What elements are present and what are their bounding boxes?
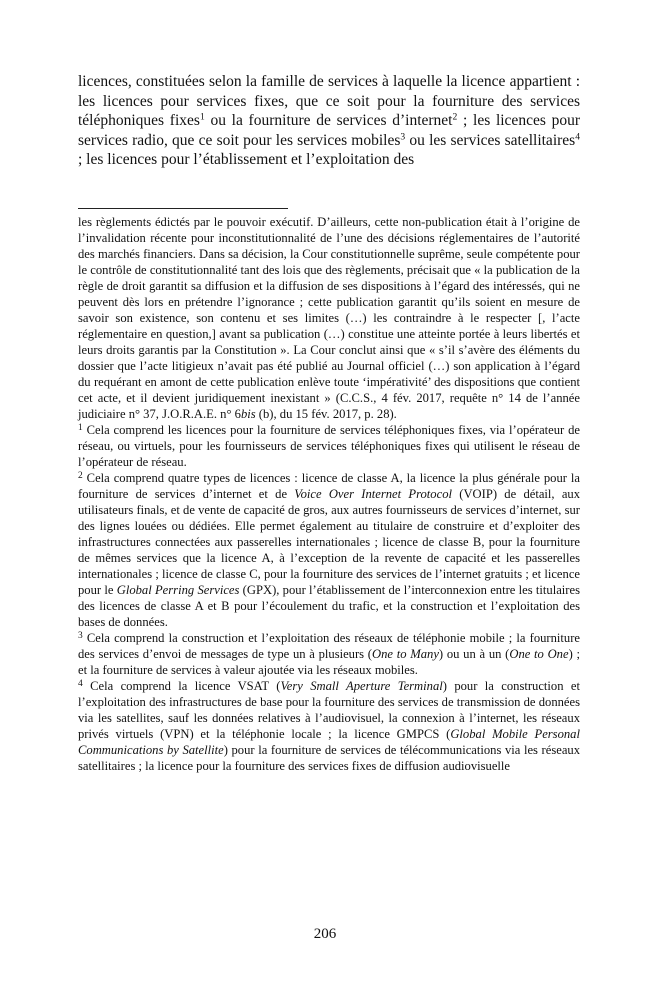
footnote-separator — [78, 208, 288, 209]
footnote-italic: Global Mobile Personal Communications by Satellite — [78, 727, 580, 757]
footnote-text: Cela comprend la licence VSAT ( — [82, 679, 281, 693]
footnote-number: 2 — [78, 471, 83, 482]
footnote-text: ) pour la fourniture de services de télécommunications via les réseaux satellitaires ; la licence pour la fourniture des services fixes de diffusion audiovisuelle — [78, 743, 581, 773]
footnote-1 — [78, 422, 580, 470]
footnote-text: ) ; et la fourniture de services à valeur ajoutée via les réseaux mobiles. — [78, 647, 581, 677]
footnote-ref: 4 — [575, 131, 580, 143]
footnote-italic: Very Small Aperture Terminal — [280, 679, 443, 693]
footnote-text: les règlements édictés par le pouvoir exécutif. D’ailleurs, cette non-publication était à l’origine de l’invalidation récente pour inconstitutionnalité de l’une des décisions réglementaires de l’autorité des marchés financiers. Dans sa décision, la Cour constitutionnelle suprême, seule compétente pour le contrôle de constitutionnalité tant des lois que des règlements, précisait que « la publication de la règle de droit garantit sa diffusion et la diffusion de ses dispositions à l’égard des intéressés, qui ne peuvent dès lors en prétendre l’ignorance ; cette publication garantit qu’ils soient en mesure de savoir son existence, son contenu et ses limites (…) les contraindre à le respecter [, l’acte réglementaire en question,] avant sa publication (…) constitue une atteinte portée à leurs libertés et leurs droits garantis par la Constitution ». La Cour conclut ainsi que « s’il s’avère des éléments du dossier que l’acte litigieux n’avait pas été publié au Journal officiel (…) son application à l’égard du requérant en amont de cette publication enlève toute ‘impérativité’ des dispositions que contient cet acte, et il devient juridiquement inexistant » (C.C.S., 4 fév. 2017, requête n° 14 de l’année judiciaire n° 37, J.O.R.A.E. n° 6 — [78, 215, 580, 421]
footnote-italic: bis — [240, 407, 256, 421]
footnote-text: ) pour la construction et l’exploitation des infrastructures de base pour la fourniture des services de transmission de données via les satellites, sauf les données relatives à l’audiovisuel, la connexion à l’internet, les réseaux privés virtuels (VPN) et la téléphonie locale ; la licence GMPCS ( — [78, 679, 580, 741]
footnote-ref: 3 — [400, 131, 406, 143]
footnote-text: (VOIP) de détail, aux utilisateurs finals, et de vente de capacité de gros, aux autres fournisseurs de services d’internet, sur des lignes louées ou dédiées. Elle permet également au titulaire de construire et d’exploiter des infrastructures connectées aux passerelles internationales ; licence de classe B, pour la fourniture de mêmes services que la licence A, à l’exception de la revente de capacité et les passerelles internationales ; licence de classe C, pour la fourniture des services de l’internet gratuits ; et licence pour le — [78, 487, 581, 597]
footnotes — [78, 214, 580, 774]
body-text: ou les services satellitaires — [405, 131, 576, 149]
footnote-text: Cela comprend les licences pour la fourniture de services téléphoniques fixes, via l’opérateur de réseau, ou virtuels, pour les fournisseurs de services téléphoniques fixes qui utilisent le réseau de l’opérateur de réseau. — [78, 423, 580, 469]
body-text: ; les licences pour l’établissement et l’exploitation des — [78, 151, 415, 169]
footnote-italic: Global Perring Services — [116, 583, 240, 597]
footnote-text: (GPX), pour l’établissement de l’interconnexion entre les titulaires des licences de classe A et B pour l’écoulement du trafic, et la construction et l’exploitation des bases de données. — [78, 583, 580, 629]
footnote-continued — [78, 214, 580, 422]
footnote-number: 1 — [78, 423, 83, 434]
footnote-ref: 1 — [199, 111, 205, 123]
footnote-italic: One to One — [509, 647, 569, 661]
body-text: ou la fourniture de services d’internet — [204, 112, 453, 130]
footnote-italic: One to Many — [372, 647, 439, 661]
body-text: ; les licences pour services radio, que ce soit pour les services mobiles — [78, 112, 580, 149]
footnote-italic: Voice Over Internet Protocol — [294, 487, 452, 501]
footnote-2 — [78, 470, 580, 630]
footnote-text: Cela comprend quatre types de licences : licence de classe A, la licence la plus générale pour la fourniture de services d’internet et de — [78, 471, 580, 501]
footnote-3 — [78, 630, 580, 678]
footnote-number: 3 — [78, 631, 83, 642]
footnote-text: (b), du 15 fév. 2017, p. 28). — [255, 407, 397, 421]
footnote-text: ) ou un à un ( — [438, 647, 510, 661]
footnote-4 — [78, 678, 580, 774]
body-text: licences, constituées selon la famille de services à laquelle la licence appartient : les licences pour services fixes, que ce soit pour la fourniture des services téléphoniques fixes — [78, 73, 580, 130]
footnote-ref: 2 — [452, 111, 458, 123]
page-number: 206 — [313, 926, 337, 942]
body-paragraph — [78, 72, 580, 170]
footnote-number: 4 — [78, 679, 83, 690]
footnote-text: Cela comprend la construction et l’exploitation des réseaux de téléphonie mobile ; la fourniture des services d’envoi de messages de type un à plusieurs ( — [78, 631, 580, 661]
